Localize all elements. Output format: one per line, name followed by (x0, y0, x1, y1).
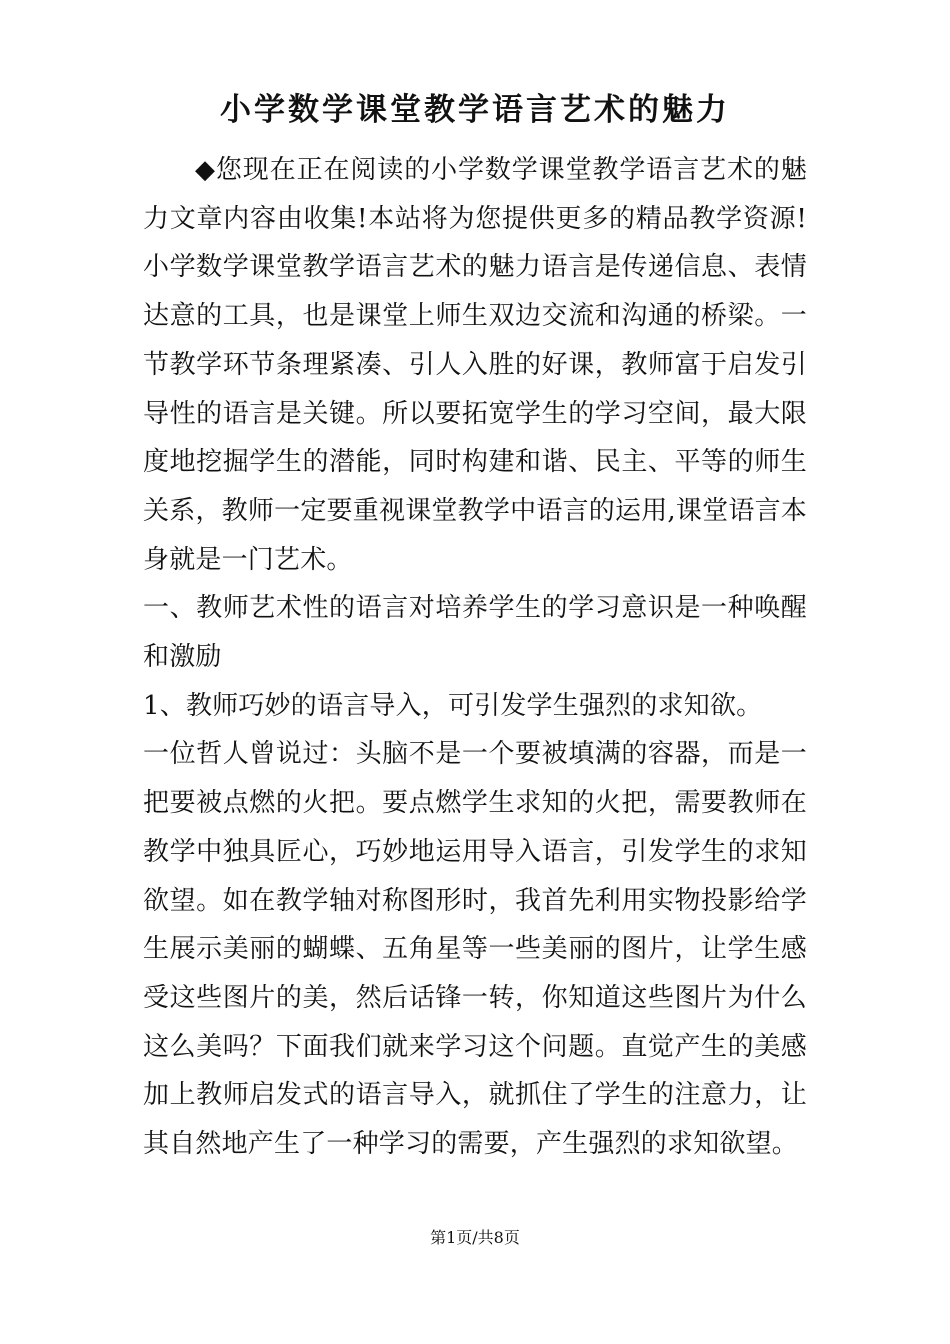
document-body (143, 146, 807, 1169)
page-number-footer: 第1页/共8页 (430, 1228, 520, 1247)
subsection-heading: 1、教师巧妙的语言导入，可引发学生强烈的求知欲。 (143, 690, 763, 721)
section-heading: 一、教师艺术性的语言对培养学生的学习意识是一种唤醒和激励 (143, 593, 807, 673)
body-paragraph: 一位哲人曾说过：头脑不是一个要被填满的容器，而是一把要被点燃的火把。要点燃学生求知的火把，需要教师在教学中独具匠心，巧妙地运用导入语言，引发学生的求知欲望。如在教学轴对称图形时，我首先利用实物投影给学生展示美丽的蝴蝶、五角星等一些美丽的图片，让学生感受这些图片的美，然后话锋一转，你知道这些图片为什么这么美吗？下面我们就来学习这个问题。直觉产生的美感加上教师启发式的语言导入，就抓住了学生的注意力，让其自然地产生了一种学习的需要，产生强烈的求知欲望。 (143, 739, 807, 1160)
document-title: 小学数学课堂教学语言艺术的魅力 (220, 92, 730, 128)
intro-paragraph: ◆您现在正在阅读的小学数学课堂教学语言艺术的魅力文章内容由收集!本站将为您提供更多的精品教学资源!小学数学课堂教学语言艺术的魅力语言是传递信息、表情达意的工具，也是课堂上师生双边交流和沟通的桥梁。一节教学环节条理紧凑、引人入胜的好课，教师富于启发引导性的语言是关键。所以要拓宽学生的学习空间，最大限度地挖掘学生的潜能，同时构建和谐、民主、平等的师生关系，教师一定要重视课堂教学中语言的运用,课堂语言本身就是一门艺术。 (143, 155, 807, 575)
